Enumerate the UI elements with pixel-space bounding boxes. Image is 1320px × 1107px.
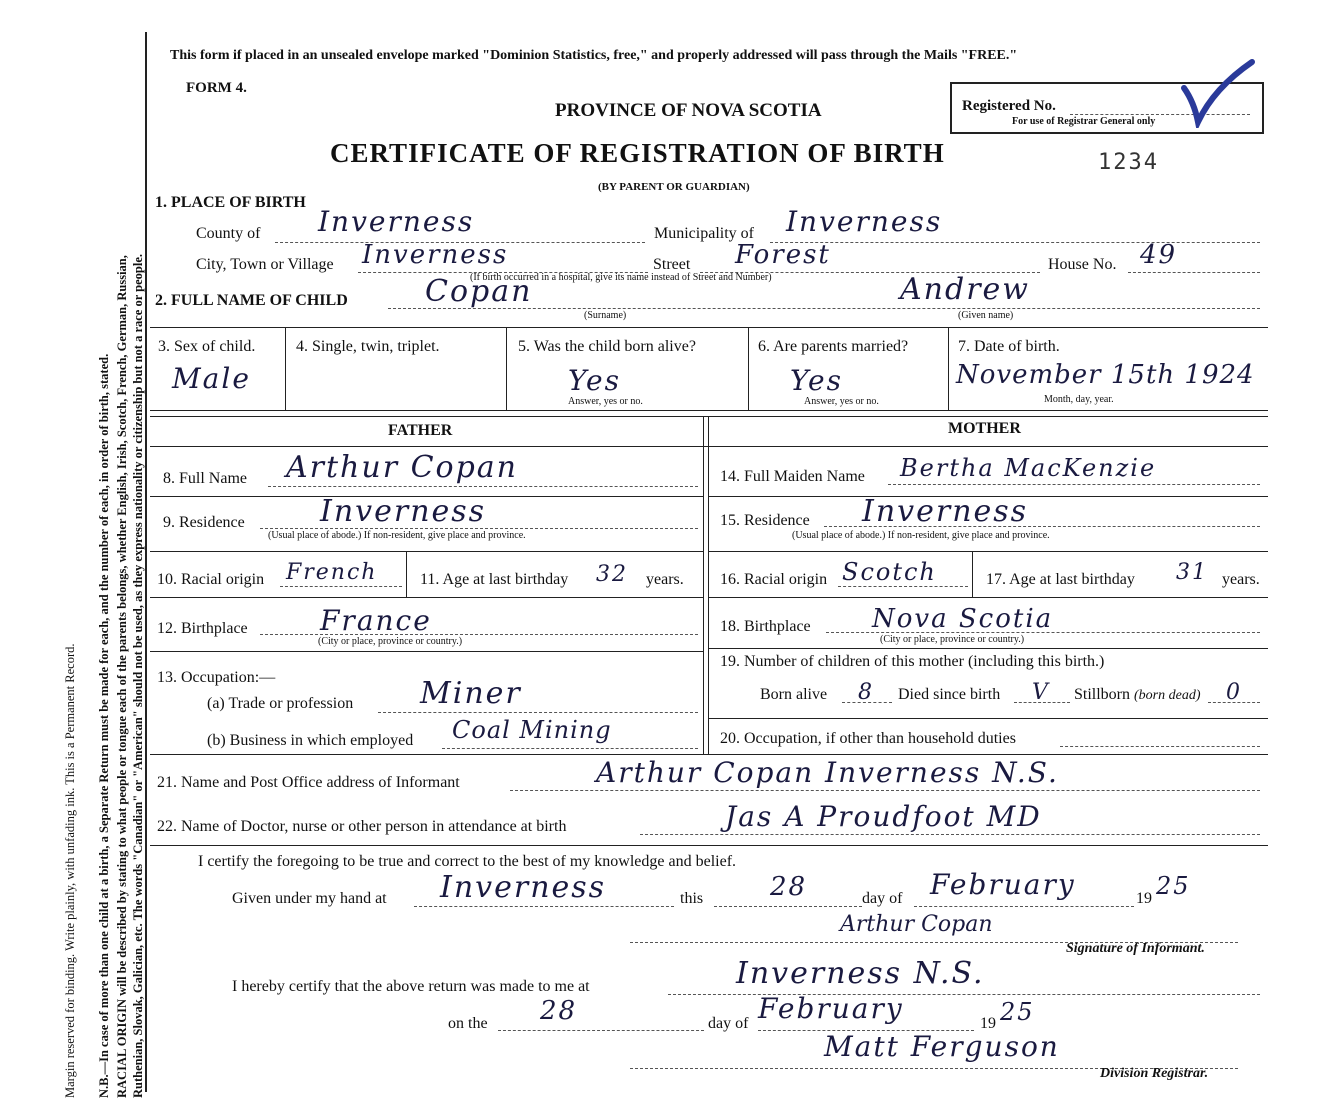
margin-note-binding: Margin reserved for binding. Write plainly, with unfading ink. This is a Permanent Record. bbox=[63, 643, 77, 1098]
registrar-place: Inverness N.S. bbox=[736, 956, 985, 991]
certify-year-prefix: 19 bbox=[1136, 890, 1152, 907]
given-place: Inverness bbox=[440, 870, 607, 905]
certify-month: February bbox=[930, 868, 1076, 901]
mother-birthplace-label: 18. Birthplace bbox=[720, 618, 811, 635]
mother-race: Scotch bbox=[842, 558, 937, 586]
mail-notice: This form if placed in an unsealed envelope marked "Dominion Statistics, free," and properly addressed will pass through the Mails "FREE." bbox=[170, 48, 1018, 63]
checkmark-icon bbox=[1180, 58, 1260, 128]
certify-day-label: day of bbox=[862, 890, 903, 907]
father-race: French bbox=[286, 560, 378, 585]
mother-age-label: 17. Age at last birthday bbox=[986, 571, 1135, 588]
father-occupation-label: 13. Occupation:— bbox=[157, 669, 276, 686]
county-label: County of bbox=[196, 225, 261, 242]
sex-label: 3. Sex of child. bbox=[158, 338, 256, 355]
mother-abode-caption: (Usual place of abode.) If non-resident, give place and province. bbox=[792, 530, 1050, 541]
father-birthplace-caption: (City or place, province or country.) bbox=[318, 636, 463, 647]
mother-birthplace-caption: (City or place, province or country.) bbox=[880, 634, 1025, 645]
registrar-day-label: day of bbox=[708, 1015, 749, 1032]
form-number: FORM 4. bbox=[186, 80, 247, 96]
hospital-note: (If birth occurred in a hospital, give its name instead of Street and Number) bbox=[470, 272, 772, 283]
page-title: CERTIFICATE OF REGISTRATION OF BIRTH bbox=[330, 138, 945, 168]
registrar-month: February bbox=[758, 992, 904, 1025]
father-birthplace: France bbox=[320, 604, 432, 637]
father-age: 32 bbox=[596, 562, 628, 587]
married-value: Yes bbox=[790, 364, 843, 397]
father-trade: Miner bbox=[420, 676, 522, 711]
alive-label: 5. Was the child born alive? bbox=[518, 338, 696, 355]
registrar-year-prefix: 19 bbox=[980, 1015, 996, 1032]
house-value: 49 bbox=[1140, 240, 1178, 270]
mother-heading: MOTHER bbox=[948, 420, 1021, 437]
born-alive-value: 8 bbox=[858, 680, 874, 705]
registrar-signature: Matt Ferguson bbox=[824, 1030, 1060, 1063]
mother-name-label: 14. Full Maiden Name bbox=[720, 468, 865, 485]
doctor-label: 22. Name of Doctor, nurse or other person in attendance at birth bbox=[157, 818, 567, 835]
mother-residence-label: 15. Residence bbox=[720, 512, 810, 529]
dob-caption: Month, day, year. bbox=[1044, 394, 1114, 405]
informant-value: Arthur Copan Inverness N.S. bbox=[596, 756, 1059, 789]
father-heading: FATHER bbox=[388, 422, 453, 439]
mother-race-label: 16. Racial origin bbox=[720, 571, 828, 588]
father-trade-label: (a) Trade or profession bbox=[207, 695, 354, 712]
father-abode-caption: (Usual place of abode.) If non-resident, give place and province. bbox=[268, 530, 526, 541]
mother-name: Bertha MacKenzie bbox=[900, 454, 1157, 482]
father-business: Coal Mining bbox=[452, 716, 612, 744]
sex-value: Male bbox=[172, 362, 251, 395]
house-label: House No. bbox=[1048, 256, 1117, 273]
margin-note-racial-2: Ruthenian, Slovak, Galician, etc. The words "Canadian" or "American" should not be used, as they express nationality or citizenship but not a race or people. bbox=[131, 253, 145, 1098]
municipality-label: Municipality of bbox=[654, 225, 754, 242]
street-value: Forest bbox=[735, 240, 831, 270]
mother-birthplace: Nova Scotia bbox=[872, 604, 1054, 634]
stillborn-value: 0 bbox=[1226, 680, 1242, 705]
left-border bbox=[145, 32, 147, 1092]
stillborn-note: (born dead) bbox=[1134, 688, 1201, 703]
father-name-label: 8. Full Name bbox=[163, 470, 247, 487]
on-the-label: on the bbox=[448, 1015, 488, 1032]
married-label: 6. Are parents married? bbox=[758, 338, 909, 355]
father-race-label: 10. Racial origin bbox=[157, 571, 265, 588]
certify-day: 28 bbox=[770, 872, 808, 902]
certify-statement: I certify the foregoing to be true and correct to the best of my knowledge and belief. bbox=[198, 853, 737, 870]
multiple-label: 4. Single, twin, triplet. bbox=[296, 338, 440, 355]
mother-occupation-label: 20. Occupation, if other than household duties bbox=[720, 730, 1016, 747]
municipality-value: Inverness bbox=[786, 205, 943, 238]
married-caption: Answer, yes or no. bbox=[804, 396, 879, 407]
given-name-caption: (Given name) bbox=[958, 310, 1014, 321]
dob-value: November 15th 1924 bbox=[956, 360, 1255, 390]
registered-label: Registered No. bbox=[962, 98, 1056, 114]
child-given-name: Andrew bbox=[900, 272, 1030, 307]
registrar-note: For use of Registrar General only bbox=[1012, 116, 1156, 127]
father-residence: Inverness bbox=[320, 494, 487, 529]
certify-year: 25 bbox=[1156, 872, 1191, 900]
city-value: Inverness bbox=[362, 240, 509, 270]
doctor-value: Jas A Proudfoot MD bbox=[725, 800, 1042, 833]
informant-signature-label: Signature of Informant. bbox=[1066, 941, 1205, 956]
died-value: V bbox=[1032, 680, 1050, 705]
alive-value: Yes bbox=[568, 364, 621, 397]
street-label: Street bbox=[653, 256, 691, 273]
mother-age: 31 bbox=[1176, 560, 1208, 585]
stillborn-label bbox=[1074, 686, 1201, 704]
father-birthplace-label: 12. Birthplace bbox=[157, 620, 248, 637]
father-years: years. bbox=[646, 571, 684, 588]
born-alive-label: Born alive bbox=[760, 686, 828, 703]
died-label: Died since birth bbox=[898, 686, 1001, 703]
margin-note-nb: N.B.—In case of more than one child at a birth, a Separate Return must be made for each, and the number of each, in order of birth, stated. bbox=[97, 353, 111, 1098]
father-residence-label: 9. Residence bbox=[163, 514, 245, 531]
mother-children-label: 19. Number of children of this mother (including this birth.) bbox=[720, 653, 1105, 670]
registrar-day: 28 bbox=[540, 996, 578, 1026]
registrar-signature-label: Division Registrar. bbox=[1100, 1066, 1209, 1081]
dob-label: 7. Date of birth. bbox=[958, 338, 1060, 355]
registrar-statement: I hereby certify that the above return was made to me at bbox=[232, 978, 590, 995]
province-heading: PROVINCE OF NOVA SCOTIA bbox=[555, 100, 822, 121]
mother-residence: Inverness bbox=[862, 494, 1029, 529]
informant-signature: Arthur Copan bbox=[840, 912, 993, 937]
alive-caption: Answer, yes or no. bbox=[568, 396, 643, 407]
stillborn-text: Stillborn bbox=[1074, 686, 1131, 703]
child-name-label: 2. FULL NAME OF CHILD bbox=[155, 292, 348, 309]
city-label: City, Town or Village bbox=[196, 256, 334, 273]
informant-label: 21. Name and Post Office address of Informant bbox=[157, 774, 460, 791]
place-of-birth-label: 1. PLACE OF BIRTH bbox=[155, 194, 306, 211]
surname-caption: (Surname) bbox=[584, 310, 627, 321]
father-age-label: 11. Age at last birthday bbox=[420, 571, 569, 588]
father-name: Arthur Copan bbox=[286, 450, 519, 485]
father-business-label: (b) Business in which employed bbox=[207, 732, 414, 749]
county-value: Inverness bbox=[318, 205, 475, 238]
mother-years: years. bbox=[1222, 571, 1260, 588]
certificate-number: 1234 bbox=[1098, 150, 1159, 175]
child-surname: Copan bbox=[425, 274, 533, 309]
given-under-label: Given under my hand at bbox=[232, 890, 387, 907]
registrar-year: 25 bbox=[1000, 998, 1035, 1026]
this-label: this bbox=[680, 890, 704, 907]
page-subtitle: (BY PARENT OR GUARDIAN) bbox=[598, 181, 750, 193]
margin-note-racial: RACIAL ORIGIN will be described by stating to what people or tongue each of the parents belongs, whether English, Irish, Scotch, French, German, Russian, bbox=[115, 255, 129, 1098]
